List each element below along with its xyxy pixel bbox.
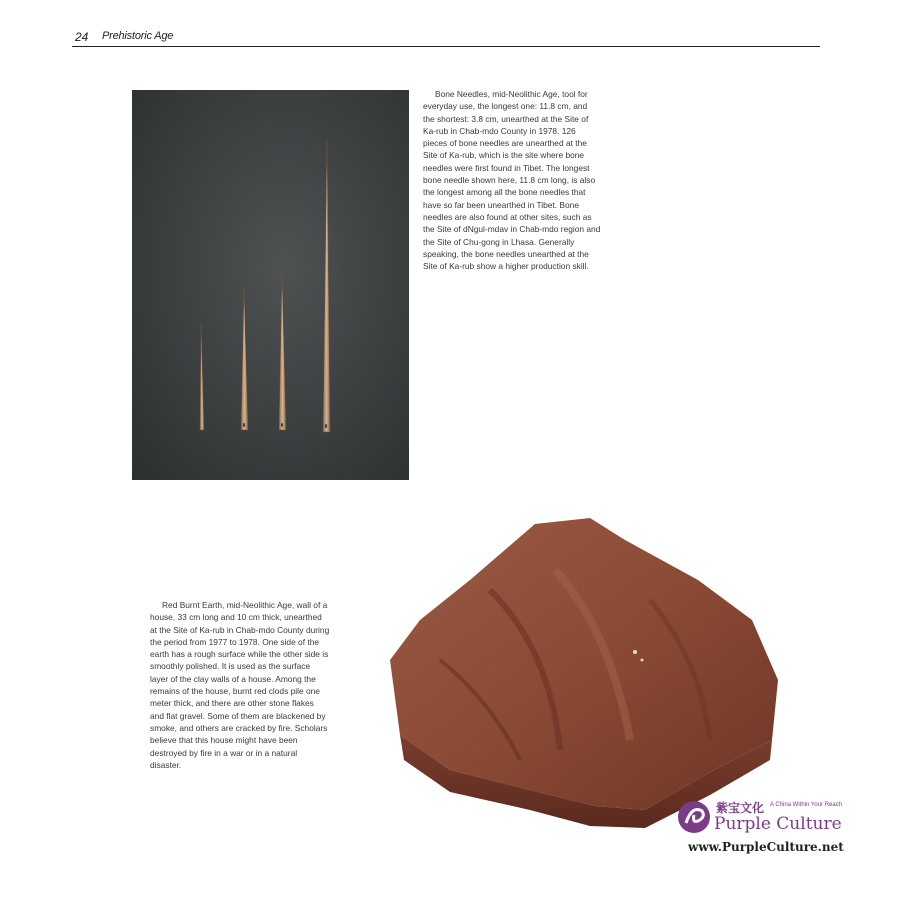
bone-needles-caption: Bone Needles, mid-Neolithic Age, tool for everyday use, the longest one: 11.8 cm, and the shortest: 3.8 cm, unearthed at the Site of Ka-rub in Chab-mdo County in 1978. 126 pieces of bone needles are unearthed at the Site of Ka-rub, which is the site where bone needles were first found in Tibet. The longest bone needle shown here, 11.8 cm long, is also the longest among all the bone needles that have so far been unearthed in Tibet. Bone needles are also found at other sites, such as the Site of dNgul-mdav in Chab-mdo region and the Site of Chu-gong in Lhasa. Generally speaking, the bone needles unearthed at the Site of Ka-rub show a higher production skill. <box>423 89 601 272</box>
bone-needles-photo <box>132 90 409 480</box>
page-number: 24 <box>75 30 89 44</box>
red-burnt-earth-photo <box>380 510 800 830</box>
section-title: Prehistoric Age <box>102 30 174 42</box>
watermark-url[interactable]: www.PurpleCulture.net <box>688 840 844 854</box>
running-header <box>72 28 820 47</box>
watermark-chinese-name: 紫宝文化 <box>716 801 765 815</box>
purple-culture-logo-icon <box>676 797 712 837</box>
bone-needles-illustration <box>132 90 409 480</box>
watermark-tagline: A China Within Your Reach <box>770 802 843 808</box>
watermark-name: Purple Culture <box>714 814 842 834</box>
burnt-earth-caption: Red Burnt Earth, mid-Neolithic Age, wall of a house, 33 cm long and 10 cm thick, unearthed at the Site of Ka-rub in Chab-mdo County during the period from 1977 to 1978. One side of the earth has a rough surface while the other side is smoothly polished. It is used as the surface layer of the clay walls of a house. Among the remains of the house, burnt red clods pile one meter thick, and there are other stone flakes and flat gravel. Some of them are blackened by smoke, and others are cracked by fire. Scholars believe that this house might have been destroyed by fire in a war or in a natural disaster. <box>150 600 330 770</box>
red-burnt-earth-illustration <box>380 510 800 830</box>
purple-culture-watermark <box>676 797 866 857</box>
